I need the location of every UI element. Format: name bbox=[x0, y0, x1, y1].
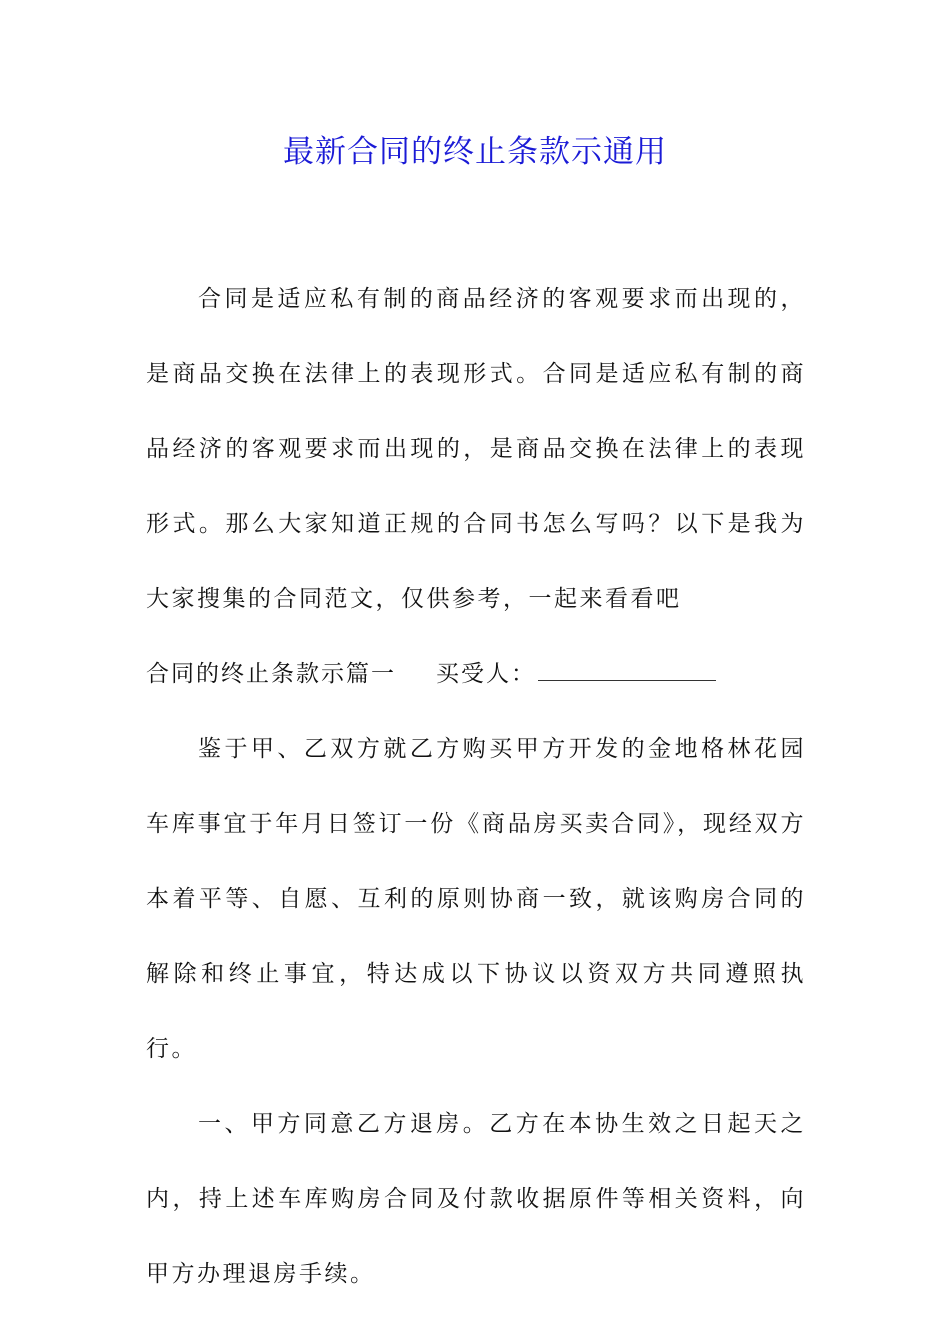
paragraph-recital: 鉴于甲、乙双方就乙方购买甲方开发的金地格林花园车库事宜于年月日签订一份《商品房买卖合同》，现经双方本着平等、自愿、互利的原则协商一致，就该购房合同的解除和终止事宜，特达成以下协议以资双方共同遵照执行。 bbox=[146, 736, 806, 1062]
section-heading-line bbox=[146, 637, 806, 712]
document-body bbox=[146, 262, 806, 1312]
document-title: 最新合同的终止条款示通用 bbox=[283, 134, 667, 170]
intro-paragraph: 合同是适应私有制的商品经济的客观要求而出现的，是商品交换在法律上的表现形式。合同是适应私有制的商品经济的客观要求而出现的，是商品交换在法律上的表现形式。那么大家知道正规的合同书怎么写吗？以下是我为大家搜集的合同范文，仅供参考，一起来看看吧 bbox=[146, 286, 806, 612]
section-heading: 合同的终止条款示篇一 bbox=[146, 661, 396, 687]
buyer-label: 买受人： bbox=[436, 661, 536, 687]
paragraph-clause-1: 一、甲方同意乙方退房。乙方在本协生效之日起天之内，持上述车库购房合同及付款收据原件等相关资料，向甲方办理退房手续。 bbox=[146, 1111, 806, 1287]
buyer-blank-line bbox=[538, 660, 716, 681]
